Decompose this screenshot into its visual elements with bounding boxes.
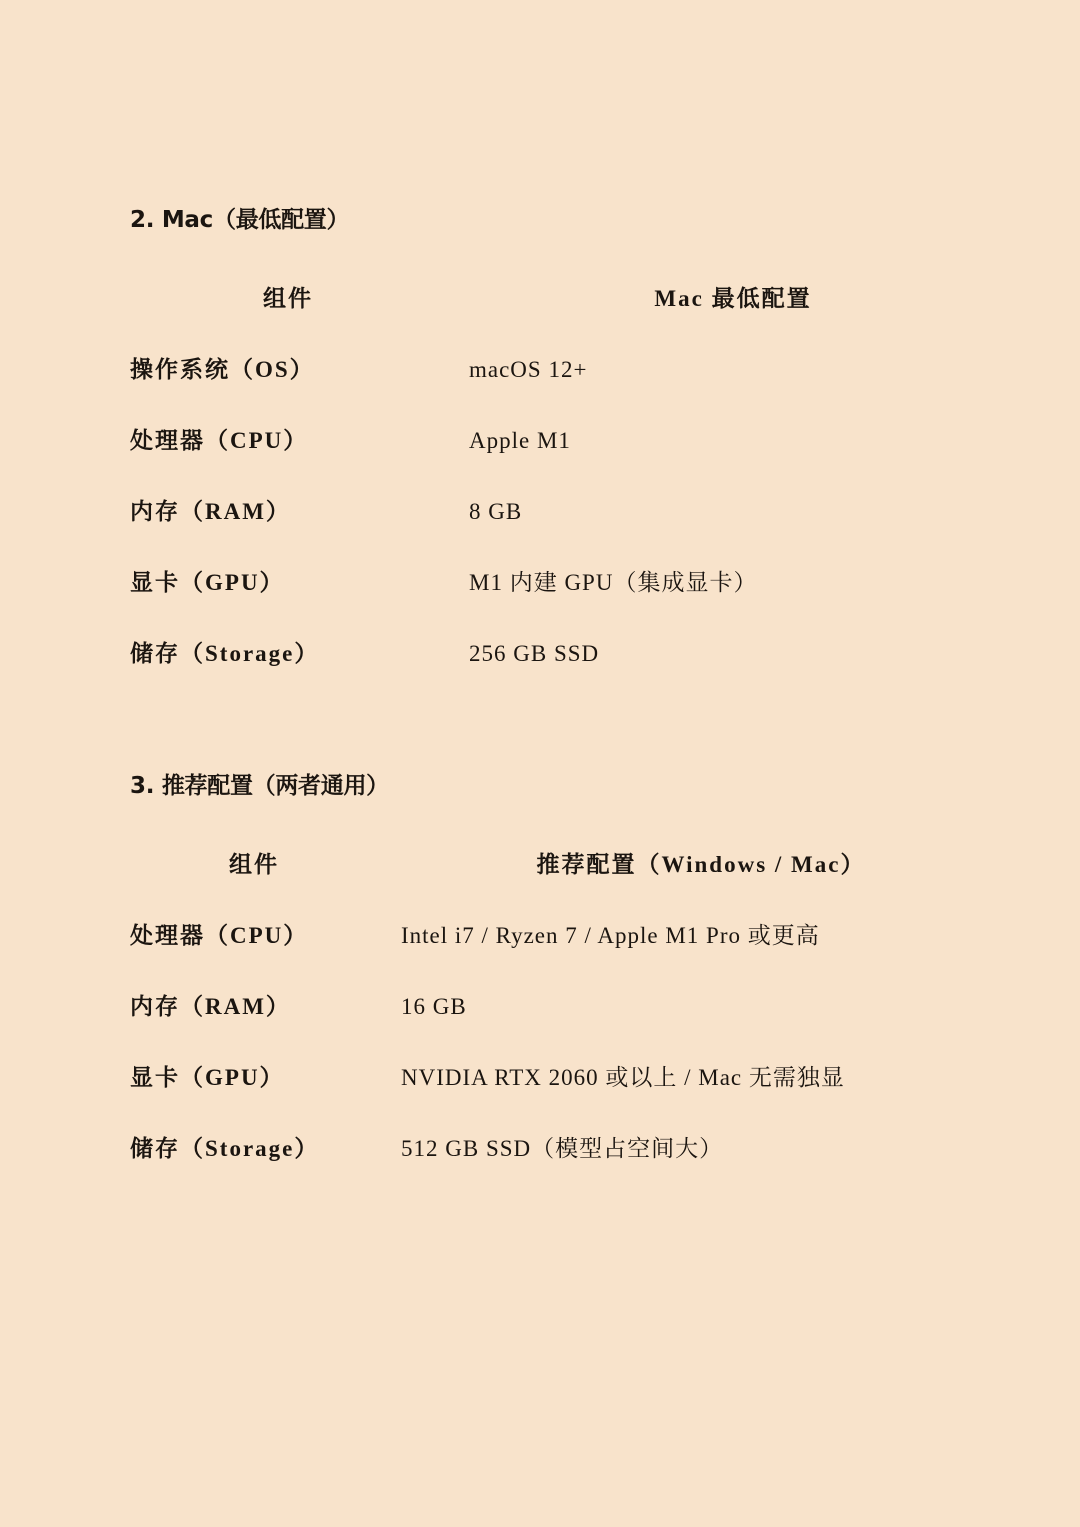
row-value: macOS 12+ <box>469 357 588 382</box>
row-value: 256 GB SSD <box>469 641 600 666</box>
column-header-recommended: 推荐配置（Windows / Mac） <box>536 852 866 877</box>
row-label: 内存（RAM） <box>130 994 291 1019</box>
table-row-storage <box>130 625 950 696</box>
row-value: Apple M1 <box>469 428 571 453</box>
table-row-storage <box>130 1120 950 1191</box>
row-label: 处理器（CPU） <box>130 923 309 948</box>
table-row-cpu <box>130 412 950 483</box>
table-row-ram <box>130 978 950 1049</box>
row-value: 8 GB <box>469 499 523 524</box>
row-label: 内存（RAM） <box>130 499 291 524</box>
table-row-gpu <box>130 1049 950 1120</box>
row-label: 显卡（GPU） <box>130 1065 285 1090</box>
row-value: NVIDIA RTX 2060 或以上 / Mac 无需独显 <box>401 1065 845 1090</box>
spec-table-recommended <box>130 836 950 1191</box>
spec-table-mac-minimum <box>130 270 950 696</box>
column-header-mac-minimum: Mac 最低配置 <box>654 286 812 311</box>
row-label: 储存（Storage） <box>130 1136 320 1161</box>
table-row-os <box>130 341 950 412</box>
row-label: 储存（Storage） <box>130 641 320 666</box>
column-header-component: 组件 <box>263 286 313 311</box>
column-header-component: 组件 <box>229 852 279 877</box>
table-header-row <box>130 270 950 341</box>
row-value: 16 GB <box>401 994 467 1019</box>
row-label: 操作系统（OS） <box>130 357 315 382</box>
section-heading-recommended: 3. 推荐配置（两者通用） <box>130 773 389 799</box>
row-value: Intel i7 / Ryzen 7 / Apple M1 Pro 或更高 <box>401 923 820 948</box>
table-row-ram <box>130 483 950 554</box>
row-value: M1 内建 GPU（集成显卡） <box>469 570 758 595</box>
row-label: 处理器（CPU） <box>130 428 309 453</box>
row-label: 显卡（GPU） <box>130 570 285 595</box>
section-heading-mac-minimum: 2. Mac（最低配置） <box>130 207 350 233</box>
table-row-gpu <box>130 554 950 625</box>
table-header-row <box>130 836 950 907</box>
row-value: 512 GB SSD（模型占空间大） <box>401 1136 724 1161</box>
table-row-cpu <box>130 907 950 978</box>
